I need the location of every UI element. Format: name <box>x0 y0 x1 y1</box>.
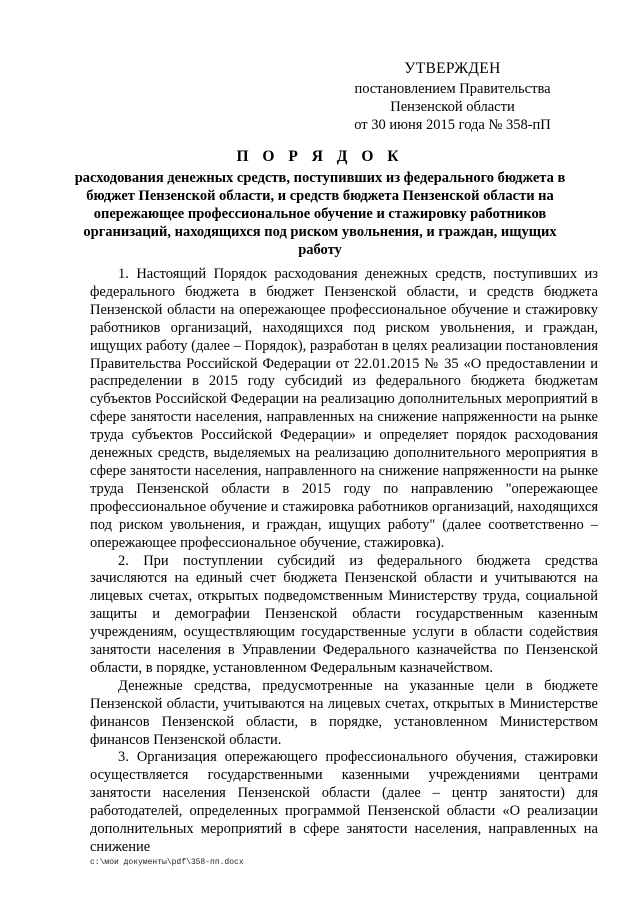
paragraph-4: 3. Организация опережающего профессионального обучения, стажировки осуществляется государственными казенными учреждениями центрами занятости населения Пензенской области (далее – центр занятости) для работодателей, определенных программой Пензенской области «О реализации дополнительных мероприятий в сфере занятости населения, направленных на снижение <box>90 749 598 855</box>
file-path-footer: c:\мои документы\pdf\358-пп.docx <box>90 858 244 867</box>
paragraph-3: Денежные средства, предусмотренные на указанные цели в бюджете Пензенской области, учитываются на лицевых счетах, открытых в Министерстве финансов Пензенской области, в порядке, установленном Министерством финансов Пензенской области. <box>90 677 598 748</box>
document-body <box>90 266 598 857</box>
approved-heading: УТВЕРЖДЕН <box>404 60 501 77</box>
approval-stamp <box>330 60 575 134</box>
approved-line-1: постановлением Правительства <box>354 81 551 97</box>
title-subtitle: расходования денежных средств, поступивших из федерального бюджета в бюджет Пензенской области, и средств бюджета Пензенской области на опережающее профессиональное обучение и стажировку работников организаций, находящихся под риском увольнения, и граждан, ищущих работу <box>74 170 566 258</box>
title-word: П О Р Я Д О К <box>236 148 404 165</box>
document-title <box>70 147 570 259</box>
approved-line-2: Пензенской области <box>390 99 515 115</box>
approved-line-3: от 30 июня 2015 года № 358-пП <box>354 117 551 133</box>
paragraph-1: 1. Настоящий Порядок расходования денежных средств, поступивших из федерального бюджета в бюджет Пензенской области, и средств бюджета Пензенской области на опережающее профессиональное обучение и стажировку работников организаций, находящихся под риском увольнения, и граждан, ищущих работу (далее – Порядок), разработан в целях реализации постановления Правительства Российской Федерации от 22.01.2015 № 35 «О предоставлении и распределении в 2015 году субсидий из федерального бюджета бюджетам субъектов Российской Федерации на реализацию дополнительных мероприятий в сфере занятости населения, направленных на снижение напряженности на рынке труда субъектов Российской Федерации» и определяет порядок расходования денежных средств, выделяемых на реализацию дополнительного мероприятия в сфере занятости населения, направленного на снижение напряженности на рынке труда Пензенской области в 2015 году по направлению "опережающее профессиональное обучение и стажировка работников организаций, находящихся под риском увольнения, и граждан, ищущих работу" (далее соответственно – опережающее профессиональное обучение, стажировка). <box>90 266 598 551</box>
paragraph-2: 2. При поступлении субсидий из федерального бюджета средства зачисляются на единый счет бюджета Пензенской области и учитываются на лицевых счетах, открытых подведомственным Министерству труда, социальной защиты и демографии Пензенской области государственным казенным учреждениям, осуществляющим государственные услуги в области содействия занятости населения в Управлении Федерального казначейства по Пензенской области, в порядке, установленном Федеральным казначейством. <box>90 552 598 676</box>
